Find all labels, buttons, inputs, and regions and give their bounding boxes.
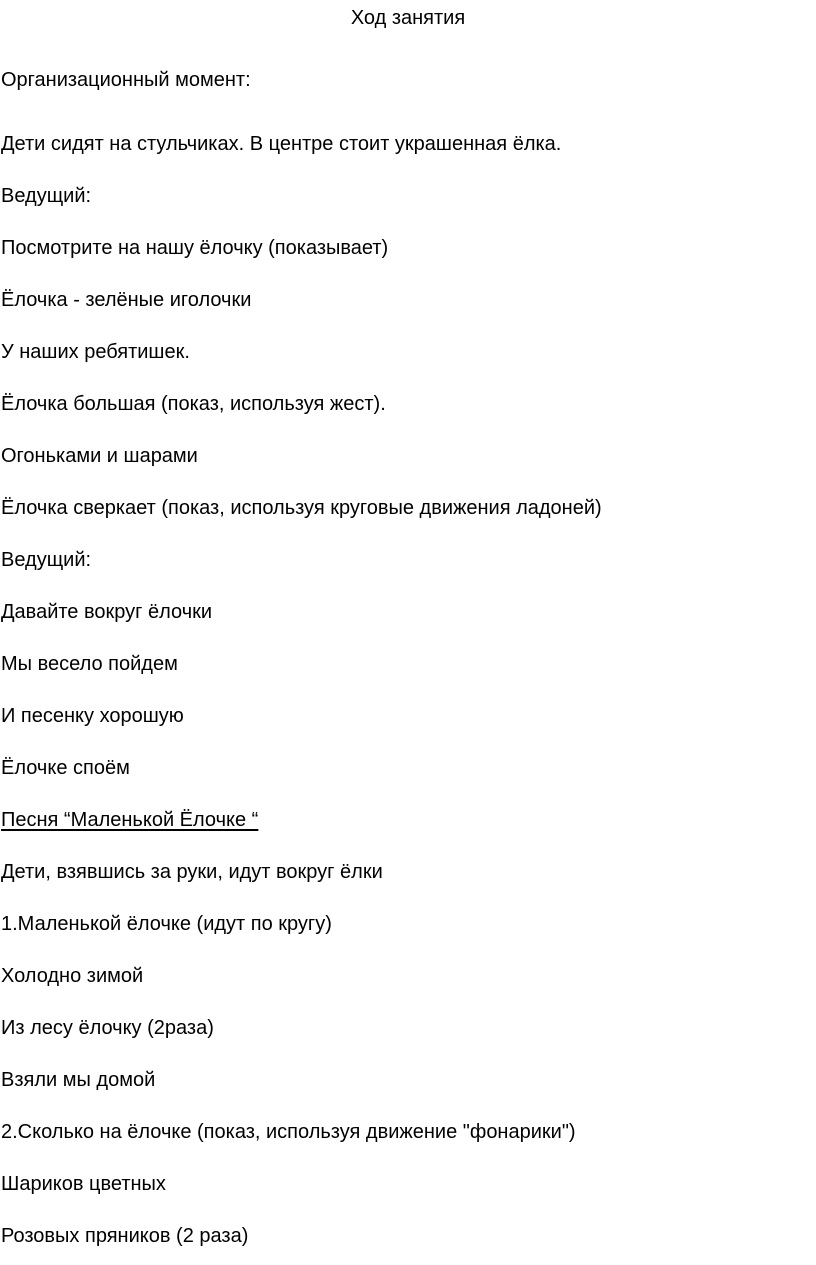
text-line: Шариков цветных	[1, 1173, 166, 1195]
speaker-label: Ведущий:	[1, 185, 92, 207]
speaker-label: Ведущий:	[1, 549, 92, 571]
text-line: У наших ребятишек.	[1, 341, 190, 363]
text-line: Дети, взявшись за руки, идут вокруг ёлки	[1, 861, 383, 883]
text-line: 2.Сколько на ёлочке (показ, используя движение "фонарики")	[1, 1121, 576, 1143]
text-line: Мы весело пойдем	[1, 653, 178, 675]
document-title: Ход занятия	[350, 7, 466, 29]
text-line: 1.Маленькой ёлочке (идут по кругу)	[1, 913, 332, 935]
text-line: Розовых пряников (2 раза)	[1, 1225, 249, 1247]
text-line: И песенку хорошую	[1, 705, 184, 727]
song-title: Песня “Маленькой Ёлочке “	[1, 809, 259, 831]
text-line: Ёлочка большая (показ, используя жест).	[1, 393, 386, 415]
text-line: Посмотрите на нашу ёлочку (показывает)	[1, 237, 389, 259]
text-line: Огоньками и шарами	[1, 445, 198, 467]
text-line: Дети сидят на стульчиках. В центре стоит украшенная ёлка.	[1, 133, 562, 155]
text-line: Из лесу ёлочку (2раза)	[1, 1017, 214, 1039]
text-line: Ёлочке споём	[1, 757, 130, 779]
text-line: Давайте вокруг ёлочки	[1, 601, 213, 623]
text-line: Ёлочка - зелёные иголочки	[1, 289, 252, 311]
section-heading-organizational: Организационный момент:	[1, 69, 251, 91]
text-line: Холодно зимой	[1, 965, 144, 987]
text-line: Ёлочка сверкает (показ, используя круговые движения ладоней)	[1, 497, 602, 519]
text-line: Взяли мы домой	[1, 1069, 156, 1091]
